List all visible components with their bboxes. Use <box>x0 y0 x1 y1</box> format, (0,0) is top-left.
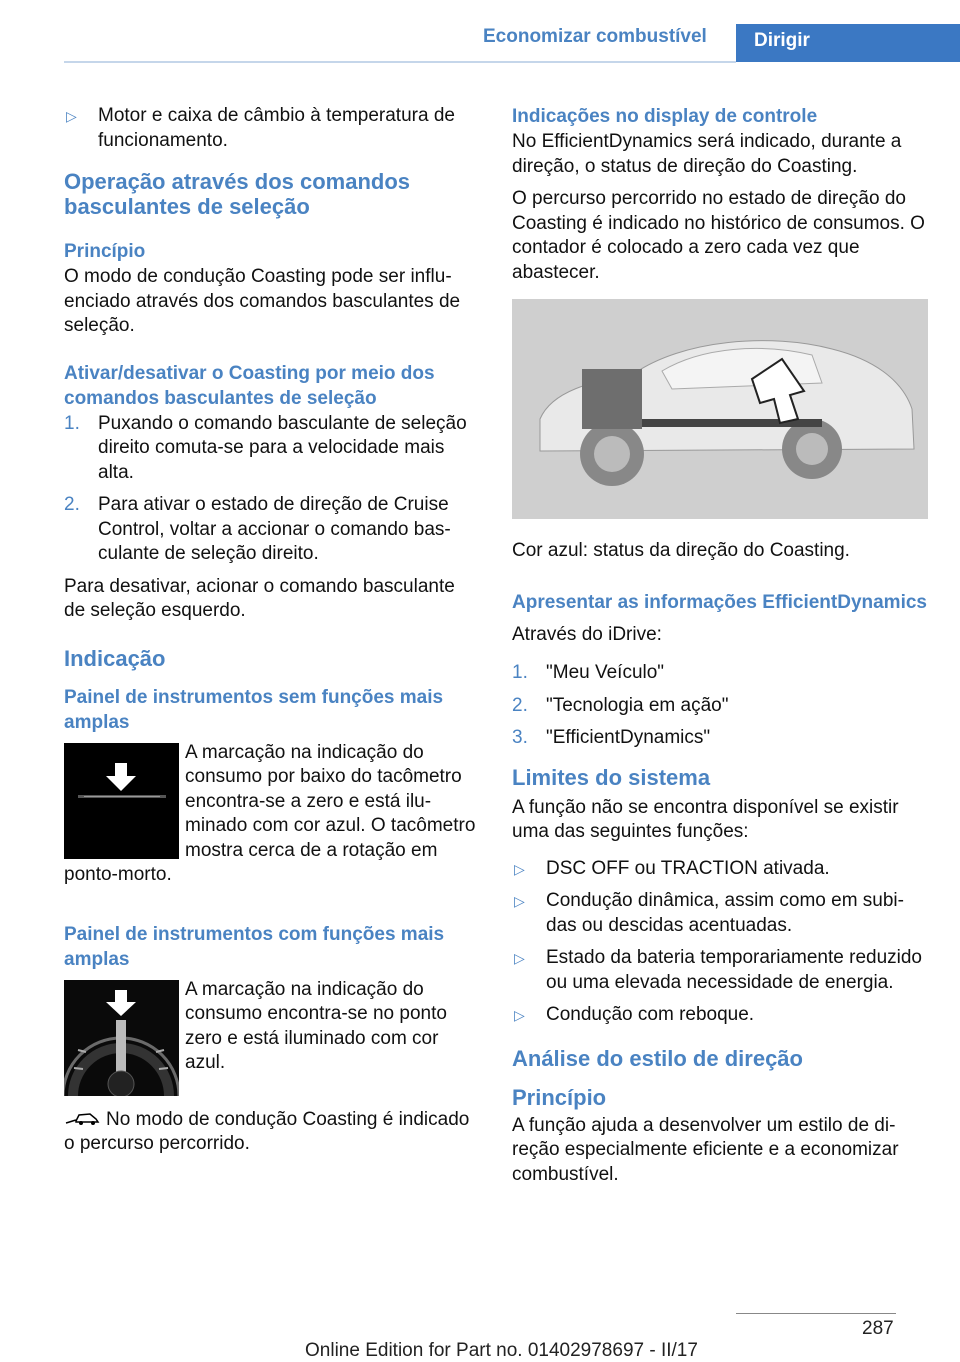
paragraph-display-1: No EfficientDynamics será indicado, durante a direção, o status de direção do Coasting. <box>512 131 902 177</box>
painel-sem-block <box>64 741 480 896</box>
heading-principio: Princípio <box>64 241 146 262</box>
triangle-bullet-icon: ▷ <box>66 108 77 124</box>
left-column <box>64 104 480 1165</box>
list-item: 2. "Tecnologia em ação" <box>512 694 729 716</box>
paragraph-display-2: O percurso percorrido no estado de direção do Coasting é indicado no histórico de consumos. O contador é colocado a zero cada vez que abastecer. <box>512 188 925 283</box>
list-item: ▷ Estado da bateria temporariamente reduzido ou uma elevada necessidade de energia. <box>514 947 923 993</box>
heading-apresentar: Apresentar as informações EfficientDynamics <box>512 591 927 613</box>
triangle-bullet-icon: ▷ <box>514 1007 525 1023</box>
list-item: 1. Puxando o comando basculante de seleção direito comuta-se para a velocidade mais alta. <box>64 412 467 483</box>
image-caption: Cor azul: status da direção do Coasting. <box>512 540 850 561</box>
heading-operacao: Operação através dos comandos basculantes de seleção <box>64 169 411 219</box>
paragraph-limites: A função não se encontra disponível se existir uma das seguintes funções: <box>512 796 899 842</box>
right-column <box>512 104 928 1195</box>
down-arrow-icon <box>64 743 179 859</box>
bullet-list-top <box>64 104 480 153</box>
paragraph-principio: O modo de condução Coasting pode ser influenciado através dos comandos basculantes de seleção. <box>64 266 461 336</box>
header-chapter-label: Dirigir <box>754 30 810 51</box>
painel-com-block <box>64 978 480 1096</box>
paragraph-principio-2: A função ajuda a desenvolver um estilo de direção especialmente eficiente e a economizar combustível. <box>512 1114 899 1185</box>
header-chapter-tab <box>736 24 960 62</box>
triangle-bullet-icon: ▷ <box>514 893 525 909</box>
header-divider <box>64 61 736 63</box>
list-item: 2. Para ativar o estado de direção de Cruise Control, voltar a accionar o comando basculante de seleção direito. <box>64 494 451 564</box>
heading-ativar: Ativar/desativar o Coasting por meio dos comandos basculantes de seleção <box>64 362 435 409</box>
triangle-bullet-icon: ▷ <box>514 860 525 877</box>
gauge-image-basic <box>64 743 179 859</box>
list-item: ▷ Condução com reboque. <box>512 1003 928 1028</box>
paragraph-painel-com: A marcação na indicação do consumo encontra-se no ponto zero e está iluminado com cor azul. <box>185 978 447 1073</box>
header-section-title: Economizar combustível <box>483 26 707 47</box>
car-drivetrain-image <box>512 299 928 519</box>
gauge-image-extended <box>64 980 179 1096</box>
menu-path-list <box>512 661 928 751</box>
list-item: 1. "Meu Veículo" <box>512 662 665 683</box>
heading-principio-2: Princípio <box>512 1084 607 1110</box>
heading-display: Indicações no display de controle <box>512 106 818 127</box>
list-item: ▷ Motor e caixa de câmbio à temperatura de funcionamento. <box>66 105 455 151</box>
list-item: ▷ Condução dinâmica, assim como em subidas ou descidas acentuadas. <box>514 890 904 936</box>
heading-painel-com: Painel de instrumentos com funções mais amplas <box>64 923 445 970</box>
tachometer-icon <box>64 980 179 1096</box>
page-number: 287 <box>862 1318 894 1339</box>
limits-list <box>512 857 928 1028</box>
paragraph-idrive: Através do iDrive: <box>512 623 662 645</box>
steps-list <box>64 412 480 567</box>
paragraph-painel-sem: A marcação na indicação do consumo por baixo do tacômetro encontra-se a zero e está iluminado com cor azul. O tacômetro mostra cerca de a rotação em ponto-morto. <box>64 741 476 885</box>
car-drivetrain-illustration <box>512 299 928 519</box>
list-item: ▷ DSC OFF ou TRACTION ativada. <box>512 857 928 882</box>
edition-text: Online Edition for Part no. 01402978697 - II/17 <box>305 1340 698 1361</box>
heading-limites: Limites do sistema <box>512 764 711 790</box>
coasting-car-icon <box>64 1110 100 1126</box>
heading-painel-sem: Painel de instrumentos sem funções mais amplas <box>64 686 444 733</box>
footer-divider <box>736 1313 896 1314</box>
paragraph-coasting: No modo de condução Coasting é indicado o percurso percorrido. <box>64 1108 470 1154</box>
paragraph-desativar: Para desativar, acionar o comando basculante de seleção esquerdo. <box>64 575 455 621</box>
heading-indicacao: Indicação <box>64 645 166 671</box>
triangle-bullet-icon: ▷ <box>514 950 525 966</box>
list-item: 3. "EfficientDynamics" <box>512 727 711 748</box>
heading-analise: Análise do estilo de direção <box>512 1045 803 1071</box>
